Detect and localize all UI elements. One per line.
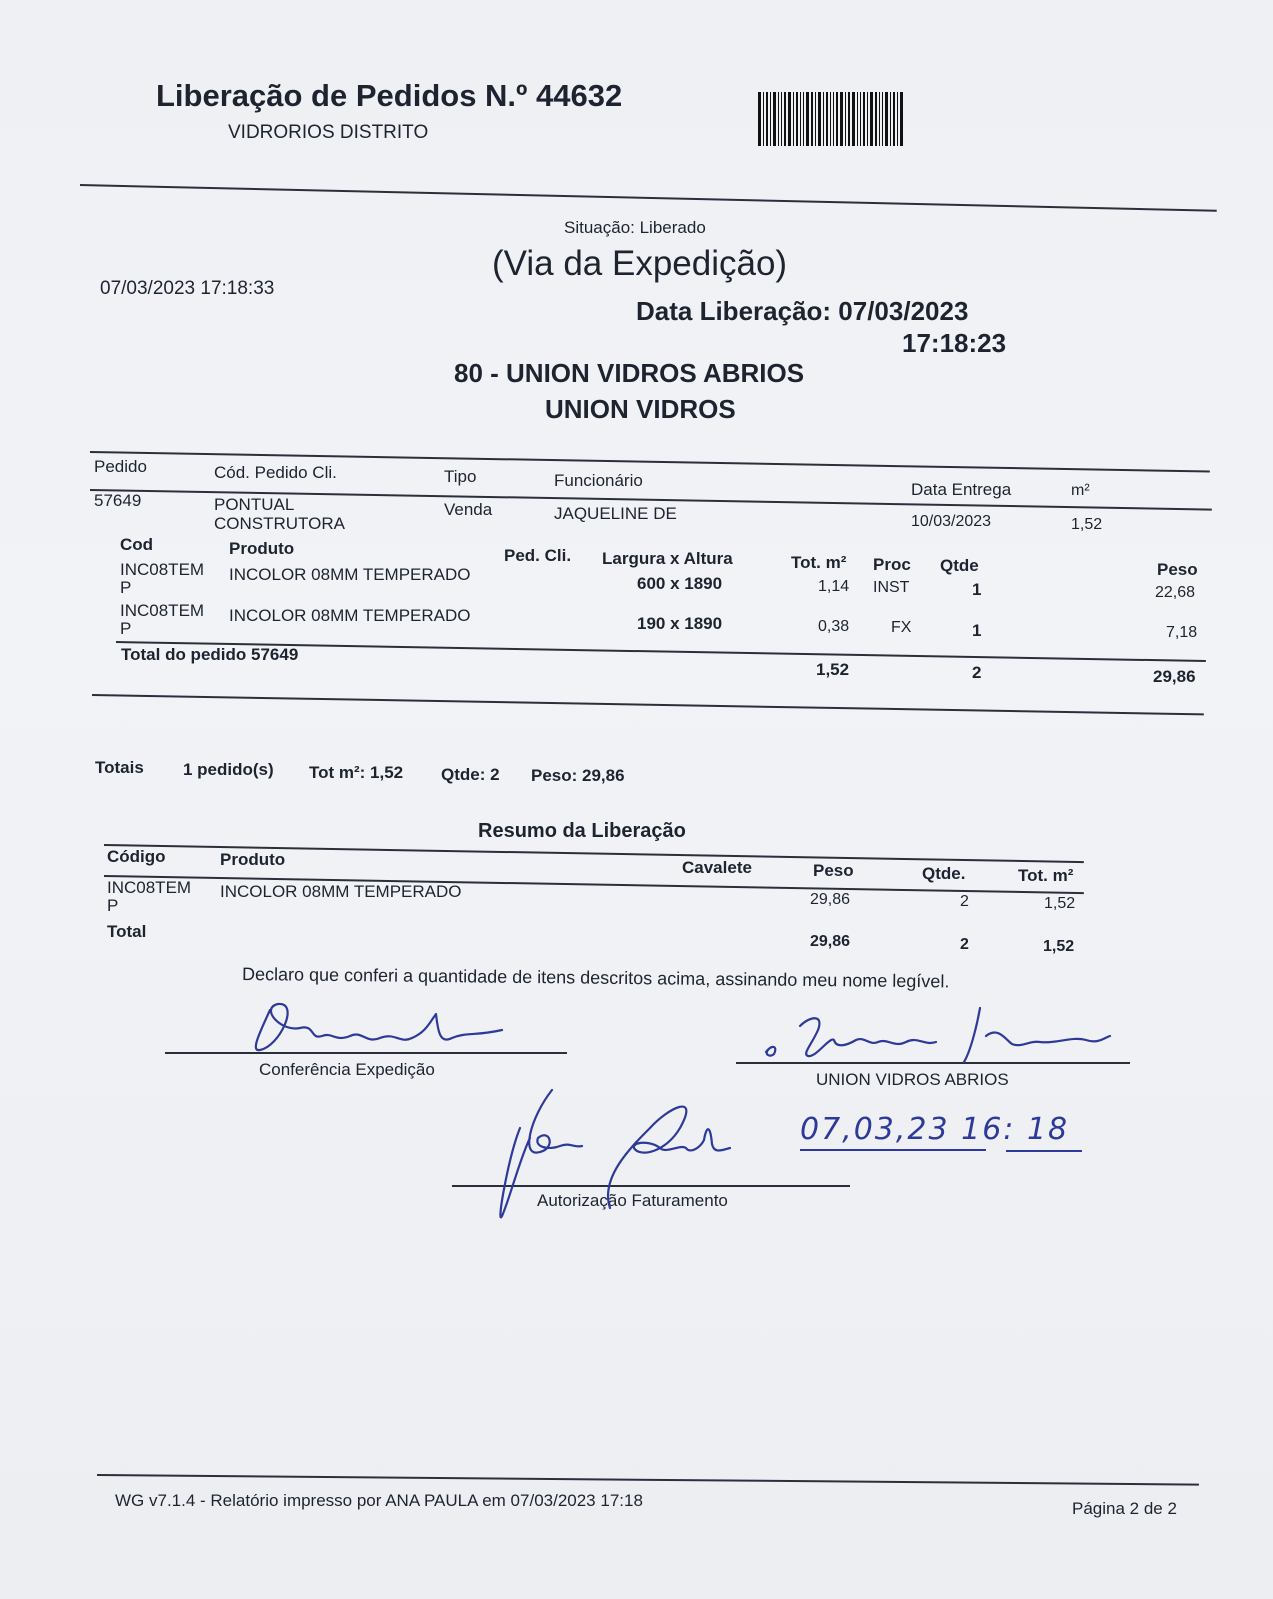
order-bottom-rule bbox=[92, 694, 1204, 715]
item-produto: INCOLOR 08MM TEMPERADO bbox=[229, 606, 471, 625]
order-total-peso: 29,86 bbox=[1153, 667, 1196, 686]
barcode-bar bbox=[845, 92, 846, 146]
summary-total-qtde: 2 bbox=[960, 936, 969, 953]
summary-title: Resumo da Liberação bbox=[478, 820, 686, 842]
barcode-bar bbox=[875, 92, 877, 146]
item-produto: INCOLOR 08MM TEMPERADO bbox=[229, 565, 471, 584]
barcode-bar bbox=[796, 92, 798, 146]
col-cod-pedido-cli: Cód. Pedido Cli. bbox=[214, 463, 337, 482]
order-m2: 1,52 bbox=[1071, 516, 1103, 533]
summary-total-peso: 29,86 bbox=[810, 933, 851, 950]
col-data-entrega: Data Entrega bbox=[911, 480, 1012, 499]
client-line-2: UNION VIDROS bbox=[545, 394, 736, 424]
order-cli-2: CONSTRUTORA bbox=[214, 514, 345, 533]
items-col-ped-cli: Ped. Cli. bbox=[504, 546, 572, 565]
summary-produto: INCOLOR 08MM TEMPERADO bbox=[220, 882, 462, 901]
totals-m2: Tot m²: 1,52 bbox=[309, 763, 404, 782]
footer-page-number: Página 2 de 2 bbox=[1072, 1499, 1177, 1518]
barcode-bar bbox=[766, 92, 768, 146]
signature-label-cliente: UNION VIDROS ABRIOS bbox=[816, 1070, 1009, 1089]
barcode-bar bbox=[815, 92, 816, 146]
summary-total-m2: 1,52 bbox=[1043, 938, 1075, 955]
signature-label-autorizacao: Autorização Faturamento bbox=[537, 1191, 728, 1210]
barcode-bar bbox=[860, 92, 861, 146]
item-tot-m2: 1,14 bbox=[818, 578, 850, 595]
print-datetime: 07/03/2023 17:18:33 bbox=[100, 278, 275, 299]
summary-col-cavalete: Cavalete bbox=[682, 858, 752, 877]
item-proc: INST bbox=[873, 579, 910, 596]
totals-pedidos: 1 pedido(s) bbox=[183, 760, 274, 779]
header-divider bbox=[80, 184, 1217, 212]
company-name: VIDRORIOS DISTRITO bbox=[228, 122, 429, 143]
barcode-bar bbox=[900, 92, 903, 146]
order-tipo: Venda bbox=[444, 500, 493, 519]
item-peso: 7,18 bbox=[1166, 624, 1198, 641]
items-col-proc: Proc bbox=[873, 555, 911, 574]
barcode-bar bbox=[885, 92, 888, 146]
item-peso: 22,68 bbox=[1155, 584, 1196, 601]
barcode-bar bbox=[848, 92, 850, 146]
totals-label: Totais bbox=[95, 758, 144, 777]
order-funcionario: JAQUELINE DE bbox=[554, 504, 677, 523]
items-col-qtde: Qtde bbox=[940, 556, 979, 575]
barcode-bar bbox=[763, 92, 764, 146]
barcode-bar bbox=[836, 92, 838, 146]
summary-qtde: 2 bbox=[960, 893, 969, 910]
item-tot-m2: 0,38 bbox=[818, 618, 850, 635]
order-data-entrega: 10/03/2023 bbox=[911, 513, 992, 530]
signature-label-conferencia: Conferência Expedição bbox=[259, 1060, 435, 1079]
item-cod-2: P bbox=[120, 578, 132, 597]
summary-codigo-2: P bbox=[107, 896, 119, 915]
items-col-cod: Cod bbox=[120, 535, 154, 554]
barcode-bar bbox=[806, 92, 809, 146]
barcode-bar bbox=[840, 92, 843, 146]
barcode-bar bbox=[793, 92, 794, 146]
barcode-bar bbox=[857, 92, 858, 146]
item-qtde: 1 bbox=[972, 621, 982, 640]
barcode-bar bbox=[893, 92, 895, 146]
client-line-1: 80 - UNION VIDROS ABRIOS bbox=[454, 358, 805, 388]
barcode-bar bbox=[788, 92, 791, 146]
via-label: (Via da Expedição) bbox=[492, 244, 788, 283]
item-cod-1: INC08TEM bbox=[120, 601, 205, 620]
col-funcionario: Funcionário bbox=[554, 471, 643, 490]
summary-tot-m2: 1,52 bbox=[1044, 895, 1076, 912]
item-qtde: 1 bbox=[972, 580, 982, 599]
items-col-largura-altura: Largura x Altura bbox=[602, 549, 733, 568]
summary-col-codigo: Código bbox=[107, 847, 166, 866]
item-dims: 190 x 1890 bbox=[637, 614, 723, 633]
item-cod-1: INC08TEM bbox=[120, 560, 205, 579]
footer-report: WG v7.1.4 - Relatório impresso por ANA PAULA em 07/03/2023 17:18 bbox=[115, 1491, 643, 1510]
col-pedido: Pedido bbox=[94, 457, 147, 476]
barcode-bar bbox=[870, 92, 873, 146]
summary-col-tot-m2: Tot. m² bbox=[1018, 866, 1074, 885]
summary-total-label: Total bbox=[107, 922, 147, 941]
order-total-qtde: 2 bbox=[972, 663, 982, 682]
items-col-produto: Produto bbox=[229, 539, 295, 558]
data-liberacao: Data Liberação: 07/03/2023 bbox=[636, 296, 969, 326]
footer-rule bbox=[97, 1474, 1199, 1485]
barcode-bar bbox=[879, 92, 880, 146]
summary-codigo-1: INC08TEM bbox=[107, 878, 192, 897]
col-tipo: Tipo bbox=[444, 467, 477, 486]
barcode-bar bbox=[781, 92, 782, 146]
barcode-bar bbox=[778, 92, 779, 146]
barcode-bar bbox=[890, 92, 891, 146]
declaration-text: Declaro que conferi a quantidade de itens descritos acima, assinando meu nome legível. bbox=[241, 964, 950, 992]
signature-cliente bbox=[760, 996, 1160, 1086]
items-col-peso: Peso bbox=[1157, 560, 1198, 579]
barcode-bar bbox=[830, 92, 831, 146]
item-cod-2: P bbox=[120, 619, 132, 638]
barcode-bar bbox=[833, 92, 834, 146]
barcode-bar bbox=[773, 92, 776, 146]
item-proc: FX bbox=[891, 619, 912, 636]
barcode bbox=[758, 92, 956, 146]
order-total-label: Total do pedido 57649 bbox=[121, 645, 299, 664]
barcode-bar bbox=[897, 92, 898, 146]
item-dims: 600 x 1890 bbox=[637, 574, 723, 593]
items-col-tot-m2: Tot. m² bbox=[791, 553, 847, 572]
barcode-bar bbox=[770, 92, 771, 146]
order-total-m2: 1,52 bbox=[816, 660, 850, 679]
handwritten-time-underline bbox=[1006, 1150, 1082, 1152]
barcode-bar bbox=[823, 92, 824, 146]
document-title: Liberação de Pedidos N.º 44632 bbox=[156, 78, 623, 113]
summary-peso: 29,86 bbox=[810, 891, 851, 908]
barcode-bar bbox=[818, 92, 821, 146]
data-liberacao-time: 17:18:23 bbox=[902, 328, 1007, 358]
barcode-bar bbox=[784, 92, 786, 146]
barcode-bar bbox=[811, 92, 813, 146]
order-cli-1: PONTUAL bbox=[214, 495, 295, 514]
handwritten-date-underline bbox=[800, 1149, 986, 1151]
signature-conferencia bbox=[240, 992, 540, 1072]
signature-autorizacao bbox=[490, 1088, 750, 1238]
col-m2: m² bbox=[1071, 482, 1090, 499]
totals-peso: Peso: 29,86 bbox=[531, 766, 625, 785]
handwritten-date: 07,03,23 16: 18 bbox=[800, 1112, 1070, 1147]
summary-col-peso: Peso bbox=[813, 861, 854, 880]
barcode-bar bbox=[803, 92, 804, 146]
totals-qtde: Qtde: 2 bbox=[441, 765, 500, 784]
barcode-bar bbox=[800, 92, 801, 146]
barcode-bar bbox=[758, 92, 761, 146]
status-situacao: Situação: Liberado bbox=[564, 218, 706, 237]
summary-col-qtde: Qtde. bbox=[922, 864, 966, 883]
summary-col-produto: Produto bbox=[220, 850, 286, 869]
barcode-bar bbox=[852, 92, 855, 146]
barcode-bar bbox=[867, 92, 868, 146]
barcode-bar bbox=[882, 92, 883, 146]
barcode-bar bbox=[826, 92, 828, 146]
order-pedido: 57649 bbox=[94, 491, 142, 510]
barcode-bar bbox=[863, 92, 865, 146]
